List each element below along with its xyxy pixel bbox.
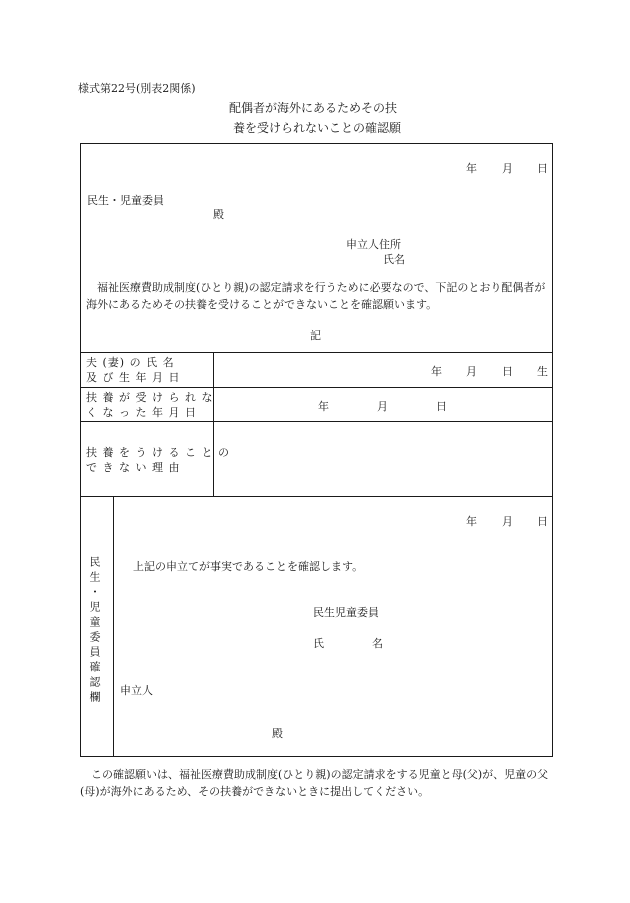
confirm-statement: 上記の申立てが事実であることを確認します。 <box>133 560 364 573</box>
spouse-label-line-1 <box>86 354 208 370</box>
row-divider <box>80 496 553 497</box>
table-border-bottom <box>80 756 553 757</box>
date-month: 月 <box>502 162 513 175</box>
spouse-birth-sei: 生 <box>537 365 548 378</box>
commissioner-name-shi: 氏 <box>313 637 324 650</box>
addressee-dono: 殿 <box>213 208 224 221</box>
confirm-side-label: 民生・児童委員確認欄 <box>88 556 101 706</box>
spouse-label-text-1: 夫 (妻) の 氏 名 <box>86 356 175 369</box>
confirm-date-year: 年 <box>466 515 477 528</box>
title-line-1: 配偶者が海外にあるためその扶 <box>229 101 398 115</box>
confirm-date-month: 月 <box>502 515 513 528</box>
spouse-birth-month: 月 <box>466 365 477 378</box>
confirm-dono: 殿 <box>272 727 283 740</box>
spouse-label-line-2 <box>86 369 208 385</box>
form-number: 様式第22号(別表2関係) <box>78 82 196 95</box>
table-border-right <box>552 143 553 757</box>
spouse-birth-year: 年 <box>431 365 442 378</box>
row-divider <box>80 421 553 422</box>
addressee: 民生・児童委員 <box>87 194 164 207</box>
commissioner-name-mei: 名 <box>372 637 383 650</box>
spouse-birth-day: 日 <box>502 365 513 378</box>
table-border-top <box>80 143 553 144</box>
row-divider <box>80 352 553 353</box>
applicant-name-label: 氏名 <box>383 253 405 266</box>
support-year: 年 <box>318 400 329 413</box>
applicant-address-label: 申立人住所 <box>346 238 401 251</box>
spouse-label-text-2: 及 び 生 年 月 日 <box>86 371 181 384</box>
row-divider <box>80 387 553 388</box>
column-divider <box>213 352 214 497</box>
commissioner-label: 民生児童委員 <box>313 606 379 619</box>
date-year: 年 <box>466 162 477 175</box>
title-line-2: 養を受けられないことの確認願 <box>233 121 402 135</box>
reason-label-line-1: 扶 養 を う け る こ と の <box>86 446 230 459</box>
support-day: 日 <box>436 400 447 413</box>
support-label-line-1: 扶 養 が 受 け ら れ な <box>86 391 214 404</box>
reason-label-line-2: で き な い 理 由 <box>86 461 181 474</box>
support-month: 月 <box>377 400 388 413</box>
table-border-left <box>80 143 81 757</box>
ki-label: 記 <box>310 329 321 342</box>
date-day: 日 <box>537 162 548 175</box>
column-divider <box>113 496 114 757</box>
support-label-line-2: く な っ た 年 月 日 <box>86 406 197 419</box>
footer-note: この確認願いは、福祉医療費助成制度(ひとり親)の認定請求をする児童と母(父)が、児童の父(母)が海外にあるため、その扶養ができないときに提出してください。 <box>80 768 549 798</box>
confirm-applicant-label: 申立人 <box>120 684 153 697</box>
request-body-text: 福祉医療費助成制度(ひとり親)の認定請求を行うために必要なので、下記のとおり配偶者が海外にあるためその扶養を受けることができないことを確認願います。 <box>86 281 546 311</box>
confirm-date-day: 日 <box>537 515 548 528</box>
